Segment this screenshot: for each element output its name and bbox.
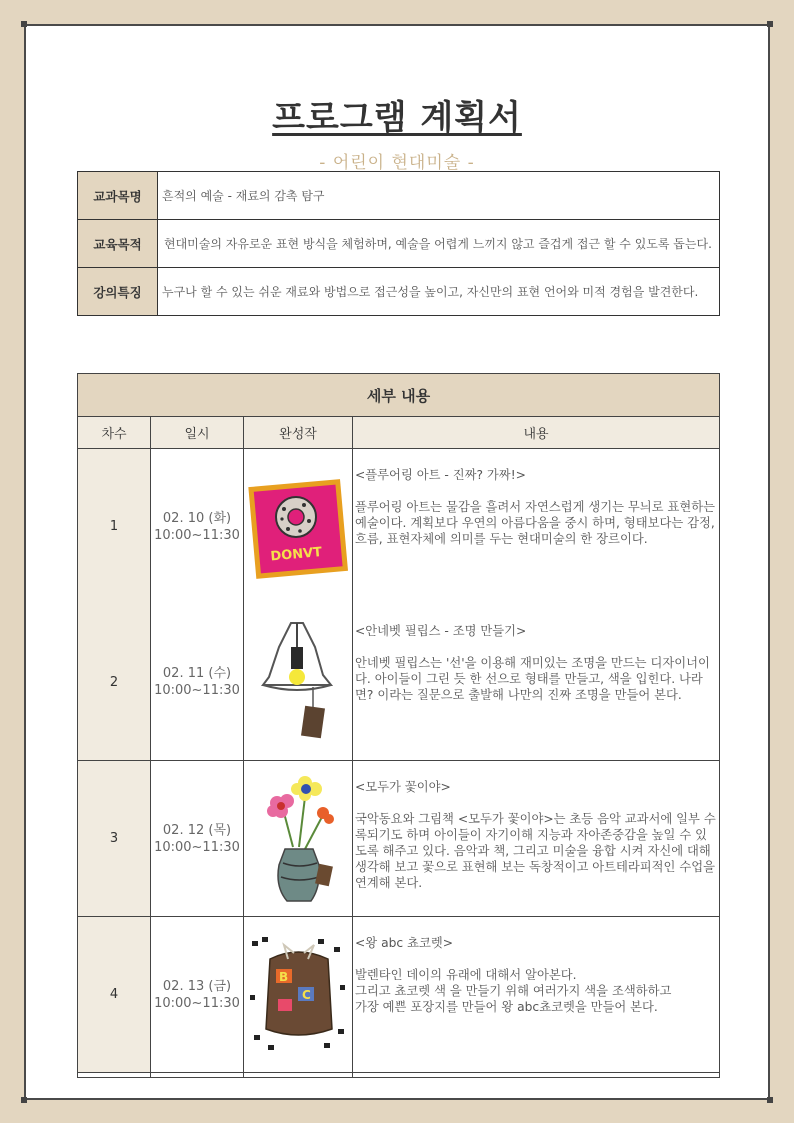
session-title: <왕 abc 쵸코렛> — [355, 936, 454, 950]
table-row — [78, 449, 720, 605]
table-row — [78, 605, 720, 761]
corner-marker — [21, 21, 27, 27]
session-time: 10:00~11:30 — [154, 683, 240, 699]
session-description: 발렌타인 데이의 유래에 대해서 알아본다. 그리고 쵸코렛 색 을 만들기 위해 여러가지 색을 조색하하고 가장 예쁜 포장지를 만들어 왕 abc쵸코렛을 만들어 본다. — [355, 968, 672, 1014]
flower-vase-artwork-image — [253, 769, 343, 909]
session-number: 1 — [78, 449, 151, 605]
svg-text:C: C — [302, 987, 311, 1002]
session-content — [353, 761, 720, 917]
session-title: <플루어링 아트 - 진짜? 가짜!> — [355, 468, 526, 482]
session-date: 02. 13 (금) — [162, 978, 232, 994]
session-datetime — [151, 605, 244, 761]
document-page — [24, 24, 770, 1100]
donut-artwork-image — [246, 475, 350, 579]
chocolate-artwork-image — [248, 925, 348, 1065]
course-info-table — [77, 171, 720, 316]
artwork-cell — [244, 605, 353, 761]
info-row-purpose — [78, 220, 720, 268]
session-date: 02. 10 (화) — [162, 510, 232, 526]
column-header-artwork: 완성작 — [244, 417, 353, 449]
session-description: 국악동요와 그림책 <모두가 꽃이야>는 초등 음악 교과서에 일부 수록되기도 하며 아이들이 자기이해 지능과 자아존중감을 높일 수 있도록 해주고 있다. 음악과 책, 그리고 미술을 융합 시켜 자신에 대해 생각해 보고 꽃으로 표현해 보는 독창적이고 아트테라피적인 수업을 연계해 본다. — [355, 812, 716, 890]
info-row-feature — [78, 268, 720, 316]
detail-heading: 세부 내용 — [78, 374, 720, 417]
session-title: <모두가 꽃이야> — [355, 780, 451, 794]
column-header-session: 차수 — [78, 417, 151, 449]
artwork-cell — [244, 917, 353, 1073]
session-date: 02. 11 (수) — [162, 666, 232, 682]
session-datetime — [151, 761, 244, 917]
svg-text:B: B — [279, 969, 289, 984]
session-datetime — [151, 449, 244, 605]
detail-schedule-table — [77, 373, 720, 1078]
page-subtitle: - 어린이 현대미술 - — [319, 153, 475, 173]
session-content — [353, 449, 720, 605]
artwork-cell — [244, 449, 353, 605]
svg-text:DONVT: DONVT — [269, 544, 323, 565]
info-label: 교과목명 — [78, 172, 158, 220]
session-description: 안네벳 필립스는 '선'을 이용해 재미있는 조명을 만드는 디자이너이다. 아이들이 그린 듯 한 선으로 형태를 만들고, 색을 입힌다. 나라면? 이라는 질문으로 출발해 나만의 진짜 조명을 만들어 본다. — [355, 655, 710, 702]
session-number: 4 — [78, 917, 151, 1073]
session-number: 2 — [78, 605, 151, 761]
info-row-subject — [78, 172, 720, 220]
column-header-datetime: 일시 — [151, 417, 244, 449]
session-date: 02. 12 (목) — [162, 822, 232, 838]
artwork-cell — [244, 761, 353, 917]
session-content — [353, 917, 720, 1073]
table-row — [78, 917, 720, 1073]
info-value: 현대미술의 자유로운 표현 방식을 체험하며, 예술을 어렵게 느끼지 않고 즐겁게 접근 할 수 있도록 돕는다. — [158, 220, 720, 268]
info-value: 누구나 할 수 있는 쉬운 재료와 방법으로 접근성을 높이고, 자신만의 표현 언어와 미적 경험을 발견한다. — [158, 268, 720, 316]
info-label: 교육목적 — [78, 220, 158, 268]
session-number: 3 — [78, 761, 151, 917]
session-time: 10:00~11:30 — [154, 995, 240, 1011]
session-time: 10:00~11:30 — [154, 527, 240, 543]
session-datetime — [151, 917, 244, 1073]
lamp-artwork-image — [253, 617, 343, 747]
session-time: 10:00~11:30 — [154, 839, 240, 855]
column-header-content: 내용 — [353, 417, 720, 449]
info-value: 흔적의 예술 - 재료의 감촉 탐구 — [158, 172, 720, 220]
session-content — [353, 605, 720, 761]
table-footer-row — [78, 1073, 720, 1078]
corner-marker — [767, 21, 773, 27]
table-row — [78, 761, 720, 917]
info-label: 강의특징 — [78, 268, 158, 316]
session-title: <안네벳 필립스 - 조명 만들기> — [355, 623, 527, 638]
page-title: 프로그램 계획서 — [272, 98, 522, 138]
corner-marker — [21, 1097, 27, 1103]
session-description: 플루어링 아트는 물감을 흘려서 자연스럽게 생기는 무늬로 표현하는 예술이다. 계획보다 우연의 아름다움을 중시 하며, 형태보다는 감정, 흐름, 표현자체에 의미를 두는 현대미술의 한 장르이다. — [355, 500, 715, 546]
corner-marker — [767, 1097, 773, 1103]
